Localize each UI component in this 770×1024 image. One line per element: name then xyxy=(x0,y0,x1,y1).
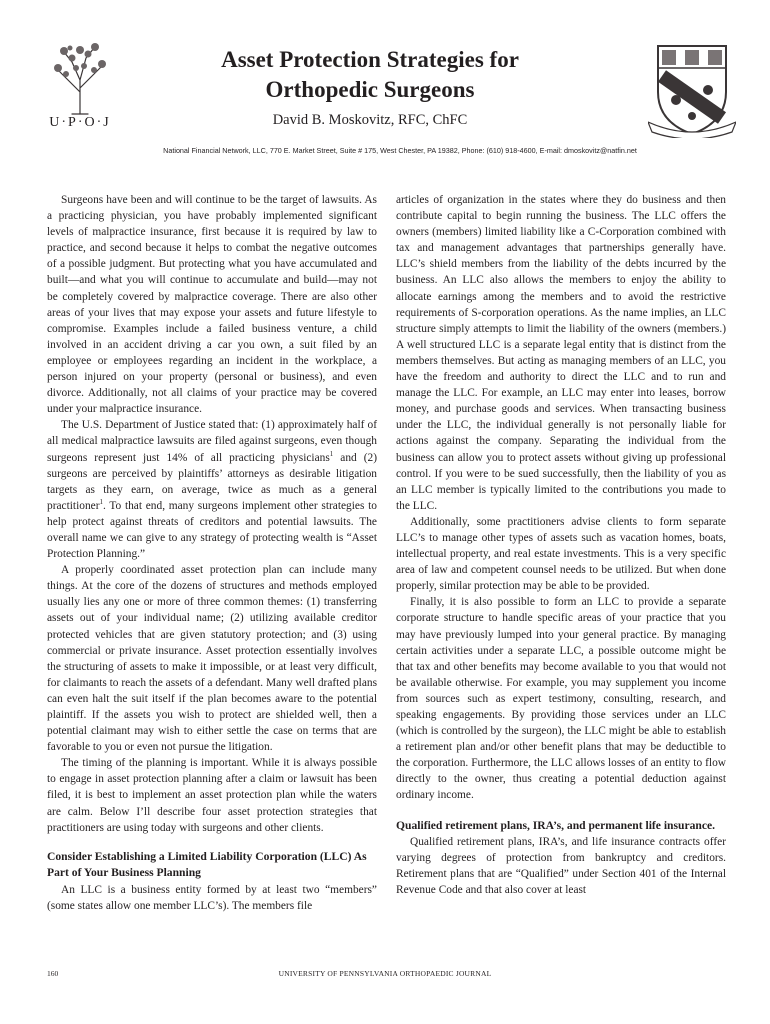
author-line: David B. Moskovitz, RFC, ChFC xyxy=(272,112,468,128)
title-line-1: Asset Protection Strategies for xyxy=(221,47,519,72)
upoj-logo xyxy=(40,40,120,140)
paragraph: Additionally, some practitioners advise clients to form separate LLC’s to manage other types of assets such as vacation homes, boats, intellectual property, and real estate investments. This is a very specific area of law and competent counsel needs to be utilized. But when done properly, similar protection may be able to be provided. xyxy=(396,515,726,593)
paragraph: The timing of the planning is important. While it is always possible to engage in asset protection planning after a claim or lawsuit has been filed, it is best to implement an asset protection plan while the waters are calm. Below I’ll describe four asset protection strategies that practitioners are using today with surgeons and other clients. xyxy=(47,757,377,834)
paragraph-text: and (2) surgeons are perceived by plaintiffs’ attorneys as desirable litigation targets as they earn, on average, twice as much as a general practitioner xyxy=(47,451,377,512)
left-column xyxy=(47,192,377,914)
paragraph: Finally, it is also possible to form an LLC to provide a separate corporate structure to handle specific areas of your practice that you may have previously lumped into your general practice. By managing certain activities under a separate LLC, a possible outcome might be that tax and other benefits may become available to you that would not be available otherwise. For example, you may supplement you income from sources such as expert testimony, consulting, research, and speaking engagements. By providing those services under an LLC (which is controlled by the surgeon), the LLC might be able to establish a retirement plan and/or other benefit plans that may be deductible to the corporation. Furthermore, the LLC allows losses of an entity to flow directly to the owner, thus creating a potential deduction against ordinary income. xyxy=(396,596,726,802)
university-seal-icon xyxy=(648,42,736,138)
paragraph-text: The U.S. Department of Justice stated that: (1) approximately half of all medical malpractice lawsuits are filed against surgeons, even though surgeons represent just 14% of all practicing physicians xyxy=(47,419,377,464)
paragraph: Surgeons have been and will continue to be the target of lawsuits. As a practicing physician, you have probably implemented significant levels of malpractice insurance, first because it is required by law to practice, and second because it helps to combat the negative outcomes of a possible judgment. But protecting what you have accumulated and built—and what you will continue to accumulate and build—may not be completely covered by malpractice coverage. There are also other areas of your lives that may expose your assets and future lifestyle to compromise. Examples include a failed business venture, a child involved in an accident driving a car you own, a suit filed by an employee or employees regarding an incident in the workplace, a person injured on your property (personal or business), and even divorce. Additionally, not all claims of your practice may be covered under your malpractice insurance. xyxy=(47,194,377,416)
paragraph: An LLC is a business entity formed by at least two “members” (some states allow one member LLC’s). The members file xyxy=(47,883,377,912)
paragraph: articles of organization in the states where they do business and then contribute capital to begin running the business. The LLC offers the owners (members) limited liability like a C-Corporation combined with tax and management advantages that partnerships generally have. LLC’s shield members from the liability of the debts incurred by the business. An LLC also allows the members to enjoy the ability to allocate earnings among the members and to avoid the restrictive requirements of S-corporation operations. As the name implies, an LLC structure simply attempts to limit the liability of the owners (members.) A well structured LLC is a separate legal entity that is distinct from the members themselves. But acting as managing members of an LLC, you have the freedom and authority to direct the LLC and to run and manage the LLC. For example, an LLC may enter into leases, borrow money, and purchase goods and services. When transacting business under the LLC, the individual generally is not personally liable for actions against the company. Separating the individual from the business can allow you to protect assets without giving up professional control. If you were to be sued successfully, then the liability of you as an LLC member is typically limited to the contributions you made to the LLC. xyxy=(396,194,726,512)
footnote-marker: 1 xyxy=(99,497,103,506)
journal-logo-text: U·P·O·J xyxy=(49,115,111,130)
article-title xyxy=(150,45,590,105)
title-line-2: Orthopedic Surgeons xyxy=(265,77,475,102)
footnote-marker: 1 xyxy=(329,449,334,458)
page-number: 160 xyxy=(47,969,59,978)
paragraph: A properly coordinated asset protection plan can include many things. At the core of the dozens of structures and methods employed usually lies any one or more of three common themes: (1) transferring assets out of your individual name; (2) utilizing available creditor protected vehicles that are given statutory protection; and (3) using commercial or private insurance. Asset protection essentially involves the structuring of assets to make it impossible, or at least very difficult, for claimants to reach the assets of a defendant. Many well drafted plans can even halt the suit itself if the plan becomes aware to the potential plaintiff. If the assets you wish to protect are shielded well, then a potential claimant may wish to either settle the case on terms that are favorable to you or even not pursue the litigation. xyxy=(47,564,377,754)
running-footer: UNIVERSITY OF PENNSYLVANIA ORTHOPAEDIC JOURNAL xyxy=(278,969,492,978)
paragraph: Qualified retirement plans, IRA’s, and life insurance contracts offer varying degrees of protection from bankruptcy and creditors. Retirement plans that are “Qualified” under Section 401 of the Internal Revenue Code and that also cover at least xyxy=(396,836,726,897)
section-heading-llc: Consider Establishing a Limited Liability Corporation (LLC) As Part of Your Business Planning xyxy=(47,849,367,880)
paragraph-text: . To that end, many surgeons implement other strategies to help protect against threats of creditors and potential lawsuits. The overall name we can give to any strategy of protecting wealth is “Asset Protection Planning.” xyxy=(47,499,377,561)
section-heading-retirement: Qualified retirement plans, IRA’s, and permanent life insurance. xyxy=(396,818,716,832)
author-affiliation: National Financial Network, LLC, 770 E. Market Street, Suite # 175, West Chester, PA 19382, Phone: (610) 918-4600, E-mail: dmoskovitz@natfin.net xyxy=(163,146,637,155)
right-column xyxy=(396,192,726,898)
tree-icon xyxy=(50,40,110,116)
paragraph xyxy=(47,417,377,562)
